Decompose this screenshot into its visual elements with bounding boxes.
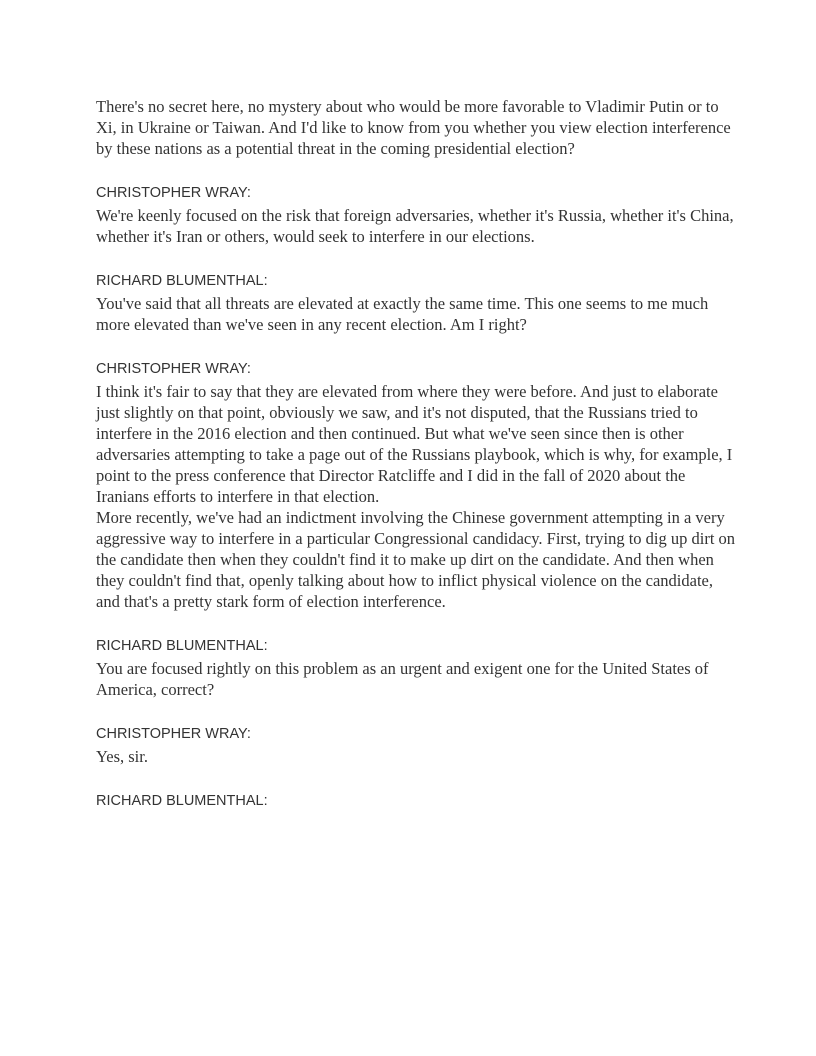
speech-paragraph: More recently, we've had an indictment involving the Chinese government attempting in a very aggressive way to interfere in a particular Congressional candidacy. First, trying to dig up dirt on the candidate then when they couldn't find it to make up dirt on the candidate. And then when they couldn't find that, openly talking about how to inflict physical violence on the candidate, and that's a pretty stark form of election interference. xyxy=(96,508,736,611)
speech-paragraph: Yes, sir. xyxy=(96,747,148,766)
speaker-label: RICHARD BLUMENTHAL: xyxy=(96,638,268,654)
speech-paragraph: You are focused rightly on this problem as an urgent and exigent one for the United States of America, correct? xyxy=(96,659,709,699)
speaker-label: CHRISTOPHER WRAY: xyxy=(96,185,251,201)
speaker-label: RICHARD BLUMENTHAL: xyxy=(96,273,268,289)
transcript-page xyxy=(96,96,736,810)
speaker-label: RICHARD BLUMENTHAL: xyxy=(96,793,268,809)
opening-paragraph: There's no secret here, no mystery about who would be more favorable to Vladimir Putin or to Xi, in Ukraine or Taiwan. And I'd like to know from you whether you view election interference by these nations as a potential threat in the coming presidential election? xyxy=(96,97,731,158)
speech-paragraph: You've said that all threats are elevated at exactly the same time. This one seems to me much more elevated than we've seen in any recent election. Am I right? xyxy=(96,294,709,334)
speech-paragraph: I think it's fair to say that they are elevated from where they were before. And just to elaborate just slightly on that point, obviously we saw, and it's not disputed, that the Russians tried to interfere in the 2016 election and then continued. But what we've seen since then is other adversaries attempting to take a page out of the Russians playbook, which is why, for example, I point to the press conference that Director Ratcliffe and I did in the fall of 2020 about the Iranians efforts to interfere in that election. xyxy=(96,382,733,506)
speaker-label: CHRISTOPHER WRAY: xyxy=(96,361,251,377)
speech-paragraph: We're keenly focused on the risk that foreign adversaries, whether it's Russia, whether it's China, whether it's Iran or others, would seek to interfere in our elections. xyxy=(96,206,734,246)
speaker-label: CHRISTOPHER WRAY: xyxy=(96,726,251,742)
